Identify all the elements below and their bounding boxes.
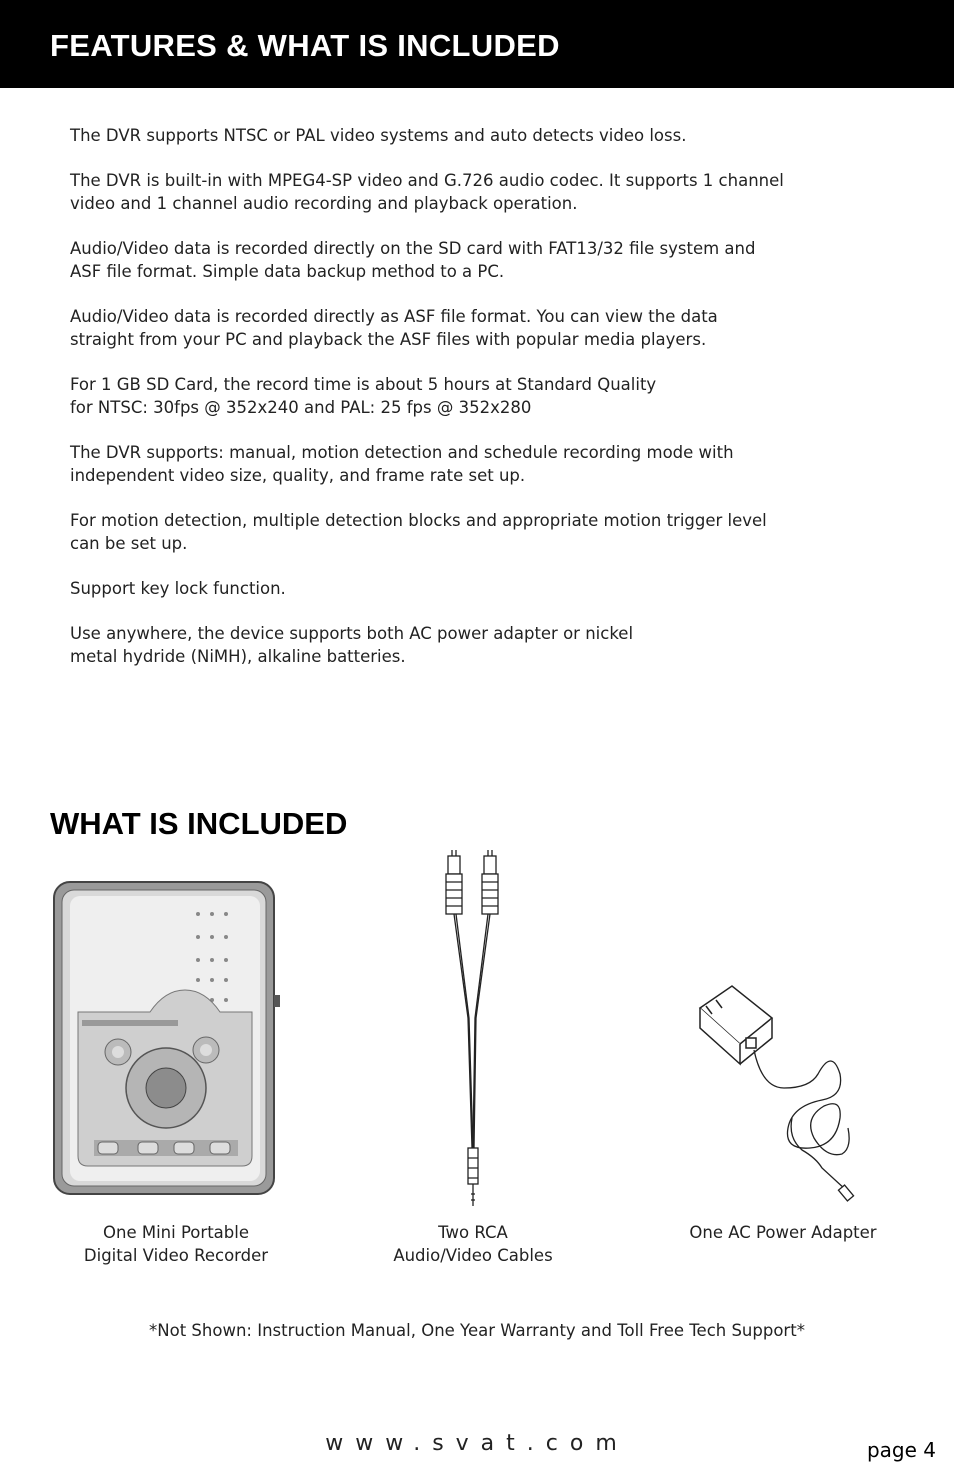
- header-bar: [0, 0, 954, 88]
- feature-paragraph: The DVR supports: manual, motion detection and schedule recording mode with independent video size, quality, and frame rate set up.: [70, 443, 734, 485]
- caption-dvr: One Mini Portable Digital Video Recorder: [83, 1223, 269, 1265]
- caption-rca-cables: Two RCA Audio/Video Cables: [393, 1223, 553, 1265]
- feature-paragraph: Use anywhere, the device supports both AC power adapter or nickel metal hydride (NiMH), alkaline batteries.: [70, 624, 634, 666]
- feature-paragraph: Audio/Video data is recorded directly as ASF file format. You can view the data straight from your PC and playback the ASF files with popular media players.: [70, 307, 718, 349]
- feature-paragraph: Audio/Video data is recorded directly on the SD card with FAT13/32 file system and ASF file format. Simple data backup method to a PC.: [70, 239, 756, 281]
- not-shown-footnote: *Not Shown: Instruction Manual, One Year Warranty and Toll Free Tech Support*: [149, 1321, 805, 1340]
- website-link[interactable]: www.svat.com: [325, 1431, 629, 1456]
- feature-paragraph: For 1 GB SD Card, the record time is about 5 hours at Standard Quality for NTSC: 30fps @ 352x240 and PAL: 25 fps @ 352x280: [70, 375, 657, 417]
- feature-paragraph: Support key lock function.: [70, 579, 286, 598]
- feature-paragraph: The DVR supports NTSC or PAL video systems and auto detects video loss.: [70, 126, 687, 145]
- rca-cable-icon: [438, 848, 508, 1213]
- feature-paragraph: For motion detection, multiple detection blocks and appropriate motion trigger level can be set up.: [70, 511, 767, 553]
- feature-paragraph: The DVR is built-in with MPEG4-SP video and G.726 audio codec. It supports 1 channel video and 1 channel audio recording and playback operation.: [70, 171, 784, 213]
- page-title: FEATURES & WHAT IS INCLUDED: [50, 28, 560, 63]
- dvr-device-icon: [50, 880, 280, 1198]
- caption-power-adapter: One AC Power Adapter: [689, 1223, 877, 1242]
- page-number: page 4: [866, 1438, 936, 1462]
- power-adapter-icon: [692, 978, 862, 1203]
- section-title: WHAT IS INCLUDED: [50, 806, 348, 841]
- features-list: [70, 124, 890, 690]
